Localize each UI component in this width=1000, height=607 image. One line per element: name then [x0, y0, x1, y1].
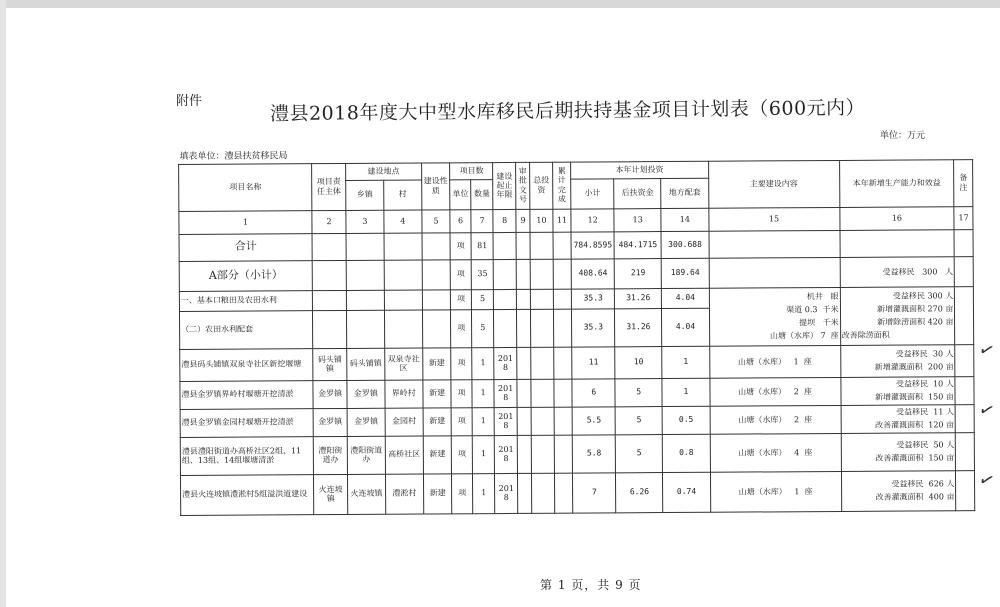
hdr-project-name: 项目名称 [179, 163, 312, 211]
proj-resp: 金罗镇 [313, 408, 347, 436]
benefit-val: 120 [928, 420, 944, 430]
proj-town: 码头铺镇 [347, 348, 385, 380]
sec1-name: 一、基本口粮田及农田水利 [179, 290, 312, 311]
benefit-val: 420 [927, 317, 943, 327]
proj-fund: 5 [615, 378, 662, 406]
content-qty: 1 [793, 356, 799, 366]
proj-subtotal: 5.8 [573, 434, 616, 472]
parta-name: A部分（小计） [179, 260, 312, 291]
proj-count: 1 [472, 379, 495, 407]
total-unit: 项 [450, 232, 471, 259]
col-num: 8 [493, 209, 516, 232]
sec2-local: 4.04 [662, 308, 709, 346]
proj-village: 金园村 [385, 408, 423, 436]
proj-resp: 澧阳街道办 [313, 436, 347, 474]
parta-subtotal: 408.64 [571, 258, 614, 288]
page-title: 澧县2018年度大中型水库移民后期扶持基金项目计划表（600元内） [269, 96, 866, 126]
content-item: 山塘（水库） [738, 447, 787, 458]
benefit-val: 11 [933, 407, 944, 417]
hdr-local: 地方配套 [661, 178, 708, 208]
benefit-unit: 人 [945, 407, 955, 417]
plan-table-sheet [178, 145, 975, 540]
proj-unit: 项 [451, 379, 472, 407]
benefit-unit: 亩 [946, 492, 955, 502]
col-num: 16 [839, 206, 954, 230]
col-num: 7 [471, 209, 494, 232]
benefit-unit: 亩 [945, 317, 954, 327]
content-item: 山塘（水库） [738, 486, 787, 497]
scan-edge-left [0, 0, 6, 607]
proj-nature: 新建 [423, 379, 452, 407]
col-num: 9 [516, 209, 530, 232]
proj-fund: 6.26 [616, 472, 663, 512]
plan-table [178, 145, 975, 515]
content-item: 机井 [806, 292, 823, 302]
benefit-label: 受益移民 [891, 479, 924, 489]
attachment-label: 附件 [176, 94, 203, 109]
sec-content [709, 287, 840, 346]
hdr-quantity: 项目数 [450, 162, 493, 179]
sec2-name: （二）农田水利配套 [179, 310, 312, 349]
content-item: 山塘（水库） [738, 386, 787, 397]
content-unit: 座 [830, 330, 839, 341]
proj-local: 1 [662, 346, 709, 378]
check-mark-icon: ✓ [975, 468, 998, 493]
proj-content [710, 405, 841, 434]
hdr-q-count: 数量 [471, 179, 494, 209]
hdr-village: 村 [384, 180, 422, 210]
proj-town: 金罗镇 [347, 408, 385, 436]
col-num: 17 [954, 206, 973, 229]
benefit-val: 30 [932, 349, 944, 359]
hdr-remarks: 备注 [954, 159, 973, 206]
proj-count: 1 [472, 347, 495, 379]
sec2-subtotal: 35.3 [572, 308, 615, 346]
content-item: 渠道 [786, 305, 803, 315]
content-qty: 0.3 [804, 305, 818, 315]
table-row [180, 470, 974, 515]
content-item: 山塘（水库） [770, 331, 819, 341]
content-unit: 座 [803, 386, 812, 396]
benefit-label: 受益移民 [896, 440, 929, 450]
proj-village: 双泉寺社区 [385, 348, 423, 380]
content-qty: 2 [793, 414, 800, 424]
proj-name: 澧县金罗镇界岭村堰塘开挖清淤 [180, 380, 313, 409]
hdr-content: 主要建设内容 [708, 160, 839, 208]
table-row [180, 432, 974, 475]
benefit-label: 新增除涝面积 [877, 317, 926, 327]
proj-fund: 5 [616, 434, 663, 472]
parta-benefit-unit: 人 [945, 266, 954, 276]
content-unit: 千米 [822, 317, 839, 328]
table-row-section-1 [179, 286, 973, 311]
benefit-val: 270 [927, 304, 943, 314]
content-unit: 座 [803, 356, 812, 366]
col-num: 11 [553, 209, 572, 232]
proj-benefit [841, 404, 956, 433]
sec1-fund: 31.26 [615, 288, 662, 308]
proj-content [710, 433, 841, 472]
proj-resp: 码头铺镇 [313, 348, 347, 380]
proj-fund: 5 [615, 406, 662, 434]
proj-resp: 火连坡镇 [314, 474, 348, 514]
proj-content [709, 377, 840, 406]
proj-local: 0.5 [662, 406, 709, 434]
hdr-benefit: 本年新增生产能力和效益 [839, 159, 954, 207]
col-num: 10 [530, 209, 553, 232]
sec1-count: 5 [471, 289, 494, 309]
col-num: 12 [571, 208, 614, 231]
hdr-total-budget: 总投资 [530, 162, 553, 209]
benefit-unit: 亩 [945, 392, 954, 402]
benefit-val: 400 [928, 492, 944, 502]
sec2-unit: 项 [451, 309, 472, 347]
col-num: 1 [179, 210, 312, 234]
benefit-unit: 人 [946, 479, 955, 489]
content-item: 山塘（水库） [738, 414, 787, 425]
benefit-unit: 人 [945, 379, 954, 389]
benefit-val: 150 [928, 453, 944, 463]
hdr-responsible: 项目责任主体 [312, 163, 346, 210]
proj-village: 高桥社区 [385, 436, 423, 474]
proj-count: 1 [472, 435, 495, 473]
proj-subtotal: 7 [573, 472, 616, 512]
proj-name: 澧县火连坡镇澧淞村5组溢洪道建设 [180, 474, 313, 515]
proj-town: 澧阳街道办 [347, 436, 385, 474]
benefit-label: 新增灌溉面积 [876, 304, 925, 314]
proj-subtotal: 6 [572, 378, 615, 406]
content-unit: 千米 [822, 304, 839, 315]
benefit-val: 300 [927, 291, 943, 301]
benefit-unit: 亩 [945, 362, 954, 372]
proj-year: 2018 [495, 473, 518, 513]
content-unit: 座 [804, 414, 813, 424]
proj-year: 2018 [495, 435, 518, 473]
benefit-label: 改善灌溉面积 [875, 420, 924, 430]
proj-count: 1 [472, 407, 495, 435]
proj-year: 2018 [494, 347, 517, 379]
proj-unit: 项 [452, 435, 473, 473]
parta-count: 35 [471, 259, 494, 289]
proj-local: 0.74 [663, 472, 710, 512]
hdr-fund: 后扶资金 [614, 178, 661, 208]
proj-year: 2018 [495, 407, 518, 435]
filler-unit: 填表单位：澧县扶贫移民局 [179, 150, 288, 162]
proj-unit: 项 [451, 347, 472, 379]
content-unit: 座 [804, 447, 813, 457]
benefit-label: 改善除涝面积 [841, 330, 890, 340]
proj-unit: 项 [452, 473, 473, 513]
proj-nature: 新建 [423, 407, 452, 435]
benefit-label: 受益移民 [896, 407, 929, 417]
proj-town: 火连坡镇 [347, 474, 385, 514]
proj-subtotal: 11 [572, 346, 615, 378]
benefit-unit: 亩 [946, 420, 955, 430]
sec1-unit: 项 [451, 289, 472, 309]
proj-village: 澧淞村 [385, 474, 423, 514]
hdr-subtotal: 小计 [571, 178, 614, 208]
page-footer: 第 1 页，共 9 页 [540, 578, 642, 592]
benefit-unit: 亩 [946, 453, 955, 463]
col-num: 13 [614, 208, 661, 231]
col-num: 3 [346, 210, 384, 233]
content-qty: 2 [793, 386, 799, 396]
proj-nature: 新建 [423, 435, 452, 473]
benefit-label: 受益移民 [892, 291, 925, 301]
benefit-val: 50 [933, 440, 944, 450]
parta-benefit-label: 受益移民 [882, 267, 915, 277]
total-local: 300.688 [661, 231, 708, 258]
parta-benefit-val: 300 [922, 266, 938, 276]
total-fund: 484.1715 [614, 231, 661, 258]
proj-town: 金罗镇 [347, 380, 385, 408]
proj-name: 澧县金罗镇金园村堰塘开挖清淤 [180, 408, 313, 437]
check-mark-icon: ✓ [975, 398, 998, 423]
content-item: 提坝 [799, 318, 816, 328]
sec1-local: 4.04 [662, 288, 709, 308]
sec2-fund: 31.26 [615, 308, 662, 346]
proj-year: 2018 [494, 379, 517, 407]
col-num: 6 [450, 209, 471, 232]
benefit-val: 10 [933, 379, 944, 389]
total-subtotal: 784.8595 [571, 231, 614, 258]
proj-benefit [841, 470, 956, 511]
benefit-unit: 人 [945, 291, 954, 301]
proj-subtotal: 5.5 [572, 406, 615, 434]
col-num: 14 [661, 208, 708, 231]
benefit-unit: 亩 [945, 304, 954, 314]
proj-benefit [840, 344, 955, 377]
benefit-val: 200 [927, 362, 944, 372]
proj-name: 澧县码头铺镇双泉寺社区新挖堰塘 [180, 348, 313, 381]
total-name: 合计 [179, 233, 312, 261]
col-num: 2 [312, 210, 346, 233]
benefit-label: 新增灌溉面积 [874, 362, 923, 372]
benefit-val: 626 [928, 479, 944, 489]
scan-edge-top [0, 0, 1000, 8]
benefit-label: 改善灌溉面积 [875, 453, 924, 463]
proj-benefit [841, 376, 956, 405]
content-qty: 7 [820, 331, 826, 341]
parta-unit: 项 [451, 259, 472, 289]
proj-resp: 金罗镇 [313, 380, 347, 408]
proj-nature: 新建 [423, 473, 452, 513]
table-row [180, 344, 974, 381]
sec-benefit [840, 286, 955, 345]
check-mark-icon: ✓ [975, 338, 998, 363]
proj-village: 界岭村 [385, 380, 423, 408]
benefit-label: 受益移民 [895, 349, 928, 359]
proj-benefit [841, 432, 956, 471]
benefit-label: 改善灌溉面积 [875, 492, 924, 502]
sec1-subtotal: 35.3 [572, 288, 615, 308]
col-num: 5 [422, 209, 451, 232]
content-unit: 座 [804, 486, 813, 496]
sec2-count: 5 [471, 309, 494, 347]
proj-content [709, 345, 840, 378]
total-count: 81 [471, 232, 494, 259]
proj-local: 0.8 [663, 434, 710, 472]
col-num: 4 [384, 210, 422, 233]
benefit-label: 受益移民 [895, 379, 929, 389]
content-item: 山塘（水库） [737, 356, 786, 367]
proj-content [710, 471, 841, 512]
proj-count: 1 [472, 473, 495, 513]
parta-fund: 219 [614, 258, 661, 288]
proj-nature: 新建 [422, 347, 451, 379]
hdr-period: 建设起止年限 [493, 162, 516, 209]
hdr-cumulative: 累计完成 [552, 162, 571, 209]
benefit-label: 新增灌溉面积 [874, 392, 923, 402]
proj-unit: 项 [451, 407, 472, 435]
parta-benefit [840, 256, 955, 287]
content-unit: 眼 [830, 291, 839, 302]
benefit-unit: 人 [945, 349, 954, 359]
proj-fund: 10 [615, 346, 662, 378]
content-qty: 1 [794, 486, 800, 496]
table-row-part-a [179, 256, 973, 291]
proj-name: 澧县澧阳街道办高桥社区2组、11组、13组、14组堰塘清淤 [180, 436, 313, 475]
hdr-nature: 建设性质 [421, 162, 450, 209]
benefit-val: 150 [928, 392, 944, 402]
benefit-unit: 人 [946, 440, 955, 450]
parta-local: 189.64 [662, 258, 709, 288]
hdr-plan: 本年计划投资 [571, 161, 708, 179]
unit-label: 单位：万元 [880, 131, 926, 141]
hdr-township: 乡镇 [346, 180, 384, 210]
content-qty: 4 [794, 447, 800, 457]
hdr-approval: 审批文号 [516, 162, 531, 209]
col-num: 15 [708, 207, 839, 231]
proj-local: 1 [662, 378, 709, 406]
hdr-location: 建设地点 [346, 163, 422, 180]
hdr-q-unit: 单位 [450, 179, 471, 209]
